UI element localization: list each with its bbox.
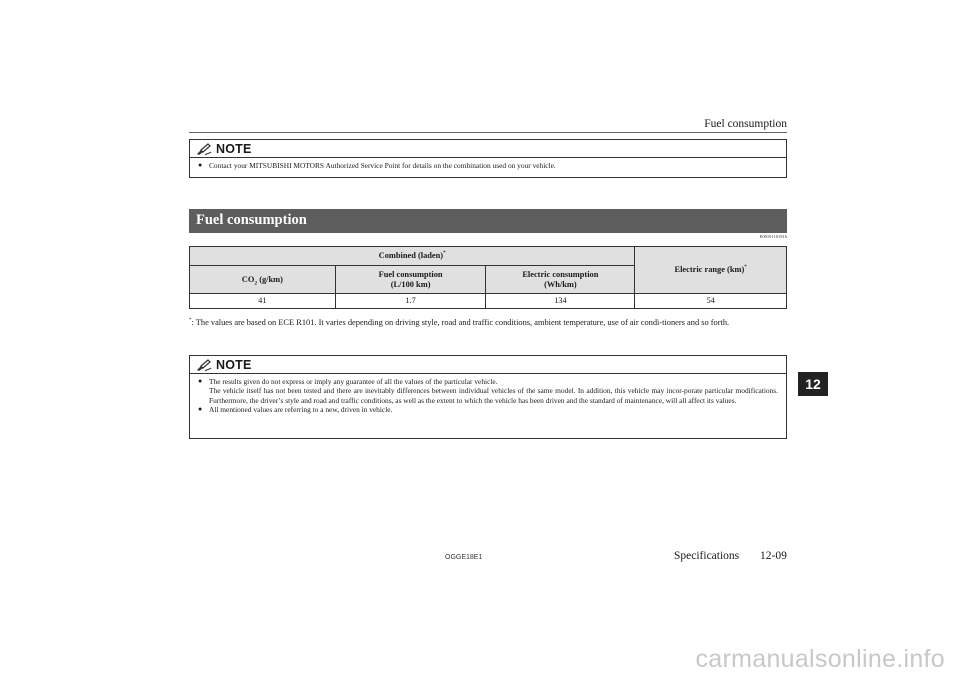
fuel-consumption-table <box>189 246 787 309</box>
note-text: All mentioned values are referring to a new, driven in vehicle. <box>209 405 393 415</box>
note-label: NOTE <box>216 358 252 372</box>
note-divider <box>190 157 786 158</box>
bullet-icon: ● <box>198 405 203 414</box>
table-row <box>190 294 787 309</box>
list-item <box>198 377 778 405</box>
table-cell: 54 <box>635 294 787 309</box>
table-cell: 1.7 <box>335 294 486 309</box>
running-head: Fuel consumption <box>704 118 787 130</box>
note-label: NOTE <box>216 142 252 156</box>
note-divider <box>190 373 786 374</box>
note-text: The vehicle itself has not been tested and there are inevitably differences between individual vehicles of the same model. In addition, this vehicle may incor-porate particular modifications. Furthermore, the driver’s style and road and traffic conditions, as well as the extent to which the vehicle has been driven and the standard of maintenance, will all affect its values. <box>209 386 778 405</box>
combined-header: Combined (laden)* <box>190 247 635 266</box>
footer-section-name: Specifications <box>674 550 740 562</box>
bullet-icon: ● <box>198 161 203 169</box>
bullet-icon: ● <box>198 377 203 385</box>
header-divider <box>189 132 787 133</box>
fuel-header: Fuel consumption (L/100 km) <box>335 266 486 294</box>
list-item <box>198 161 778 170</box>
pencil-note-icon <box>196 359 212 372</box>
note-header <box>196 142 252 156</box>
note-text: Contact your MITSUBISHI MOTORS Authorized Service Point for details on the combination used on your vehicle. <box>209 161 556 170</box>
note-box-top <box>189 139 787 178</box>
footnote: *: The values are based on ECE R101. It varies depending on driving style, road and traffic conditions, ambient temperature, use of air condi-tioners and so forth. <box>189 318 730 327</box>
range-header: Electric range (km)* <box>635 247 787 294</box>
note-text: The results given do not express or imply any guarantee of all the values of the particular vehicle. <box>209 377 498 386</box>
note-header <box>196 358 252 372</box>
document-code: OGGE18E1 <box>445 554 483 561</box>
section-heading-bar <box>189 209 787 233</box>
watermark: carmanualsonline.info <box>695 645 945 673</box>
note-box-bottom <box>189 355 787 439</box>
pencil-note-icon <box>196 143 212 156</box>
table-cell: 134 <box>486 294 635 309</box>
chapter-tab[interactable]: 12 <box>798 372 828 396</box>
table-cell: 41 <box>190 294 336 309</box>
section-title: Fuel consumption <box>196 212 307 228</box>
electric-header: Electric consumption (Wh/km) <box>486 266 635 294</box>
co2-header: $CO_2$ (g/km) <box>190 266 336 294</box>
section-code: E00101101916 <box>759 234 787 239</box>
page-number: 12-09 <box>760 550 787 562</box>
list-item <box>198 405 778 414</box>
